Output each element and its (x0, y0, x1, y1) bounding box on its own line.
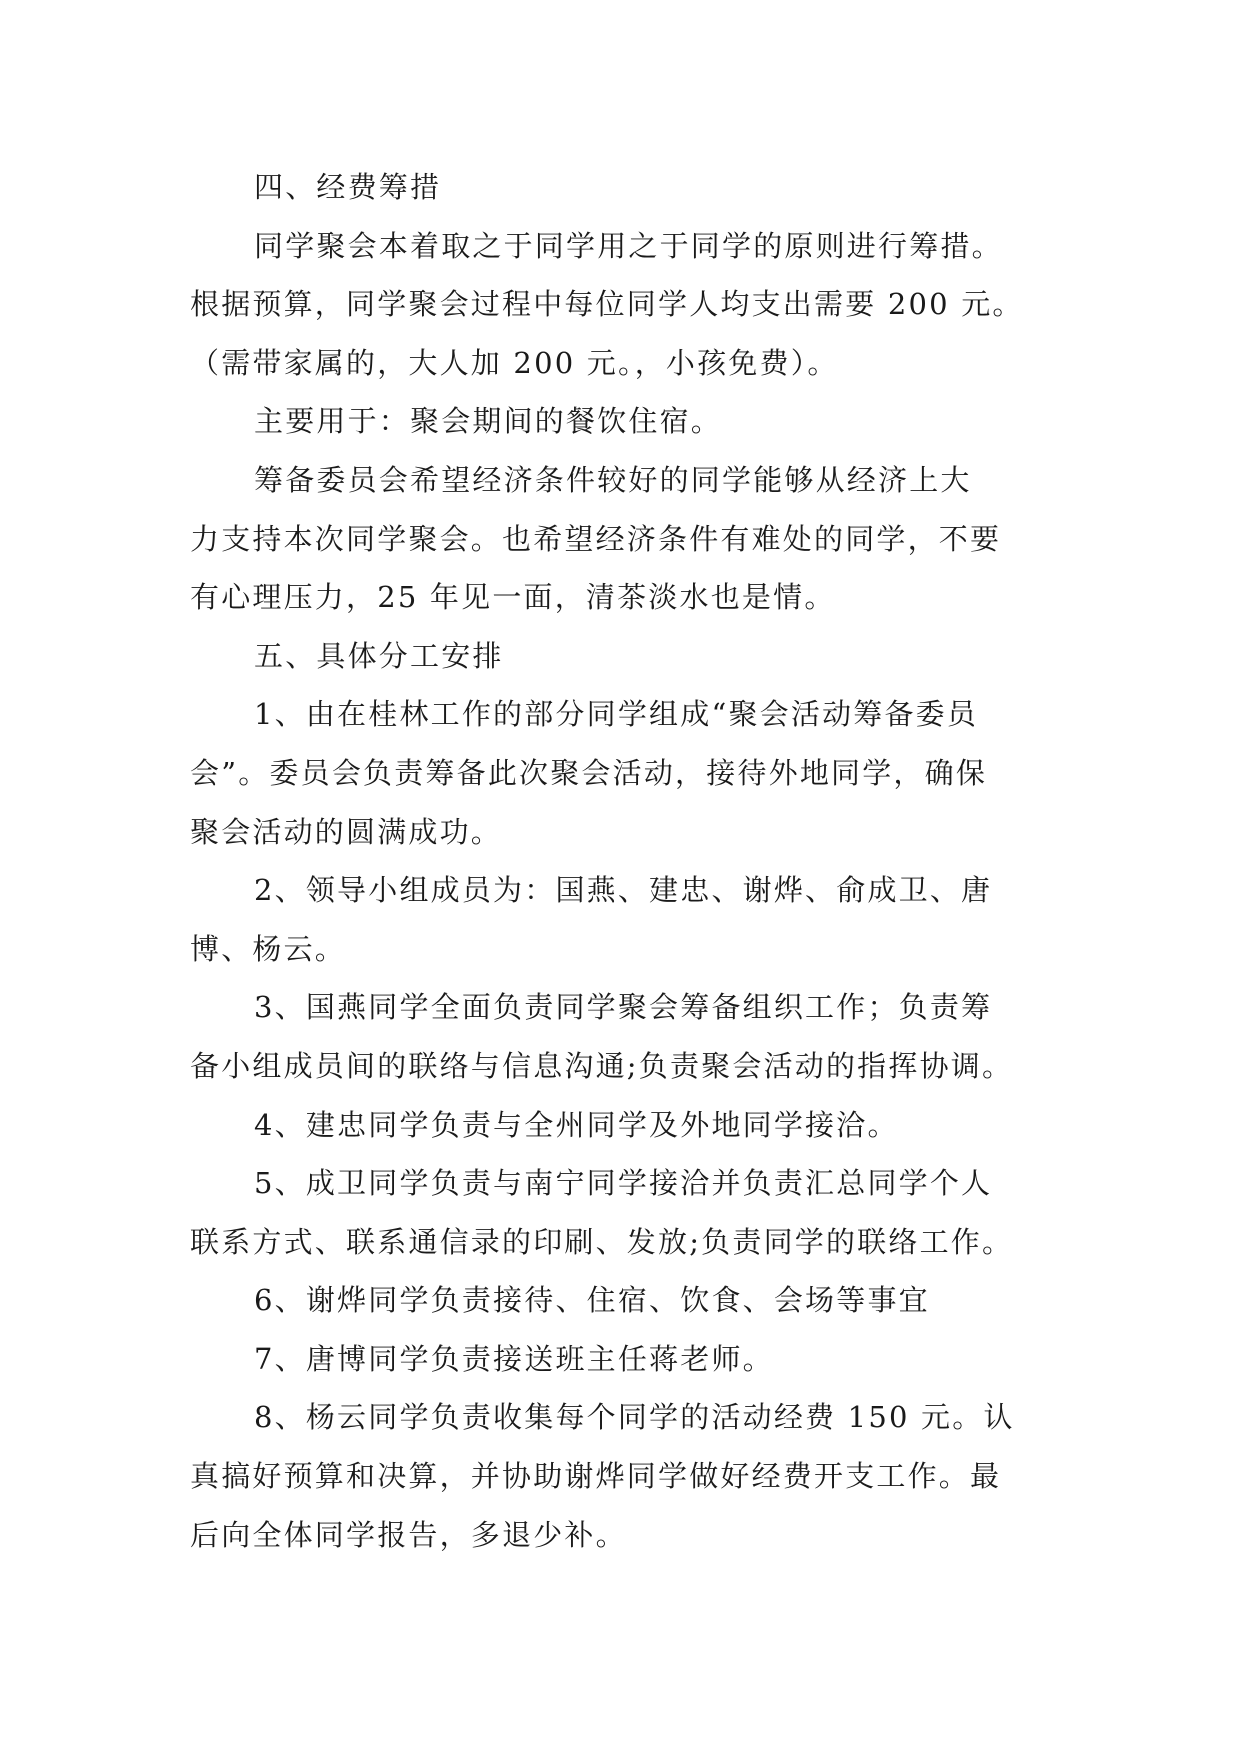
list-item-1 (190, 685, 1068, 861)
text-line: 2、领导小组成员为：国燕、建忠、谢烨、俞成卫、唐 (254, 873, 993, 908)
list-item-3 (190, 978, 1068, 1095)
text-line: 备小组成员间的联络与信息沟通;负责聚会活动的指挥协调。 (190, 1048, 1014, 1083)
list-item-4: 4、建忠同学负责与全州同学及外地同学接洽。 (254, 1107, 899, 1142)
text-line: 1、由在桂林工作的部分同学组成“聚会活动筹备委员 (254, 697, 979, 732)
paragraph-funding-principle (190, 217, 1068, 393)
list-item-7: 7、唐博同学负责接送班主任蒋老师。 (254, 1341, 774, 1376)
text-line: 8、杨云同学负责收集每个同学的活动经费 150 元。认 (254, 1400, 1015, 1435)
document-body (190, 158, 1068, 1564)
text-line: 5、成卫同学负责与南宁同学接洽并负责汇总同学个人 (254, 1166, 993, 1201)
text-line: 后向全体同学报告，多退少补。 (190, 1517, 627, 1552)
text-line: 聚会活动的圆满成功。 (190, 814, 503, 849)
list-item-2 (190, 861, 1068, 978)
list-item-5 (190, 1154, 1068, 1271)
paragraph-funding-support (190, 451, 1068, 627)
text-line: 同学聚会本着取之于同学用之于同学的原则进行筹措。 (254, 228, 1003, 263)
paragraph-funding-usage: 主要用于：聚会期间的餐饮住宿。 (254, 404, 723, 439)
text-line: 有心理压力，25 年见一面，清茶淡水也是情。 (190, 580, 836, 615)
text-line: 力支持本次同学聚会。也希望经济条件有难处的同学，不要 (190, 521, 1002, 556)
section-heading-funding: 四、经费筹措 (254, 170, 442, 204)
text-line: 3、国燕同学全面负责同学聚会筹备组织工作；负责筹 (254, 990, 993, 1025)
section-heading-division-of-labor: 五、具体分工安排 (254, 638, 504, 673)
list-item-8 (190, 1388, 1068, 1564)
text-line: 联系方式、联系通信录的印刷、发放;负责同学的联络工作。 (190, 1224, 1014, 1259)
text-line: 真搞好预算和决算，并协助谢烨同学做好经费开支工作。最 (190, 1459, 1002, 1494)
text-line: 根据预算，同学聚会过程中每位同学人均支出需要 200 元。 (190, 287, 1024, 322)
list-item-6: 6、谢烨同学负责接待、住宿、饮食、会场等事宜 (254, 1283, 930, 1318)
text-line: 博、杨云。 (190, 931, 347, 966)
text-line: 筹备委员会希望经济条件较好的同学能够从经济上大 (254, 462, 972, 497)
text-line: （需带家属的，大人加 200 元。，小孩免费）。 (190, 345, 839, 380)
text-line: 会”。委员会负责筹备此次聚会活动，接待外地同学，确保 (190, 755, 988, 790)
